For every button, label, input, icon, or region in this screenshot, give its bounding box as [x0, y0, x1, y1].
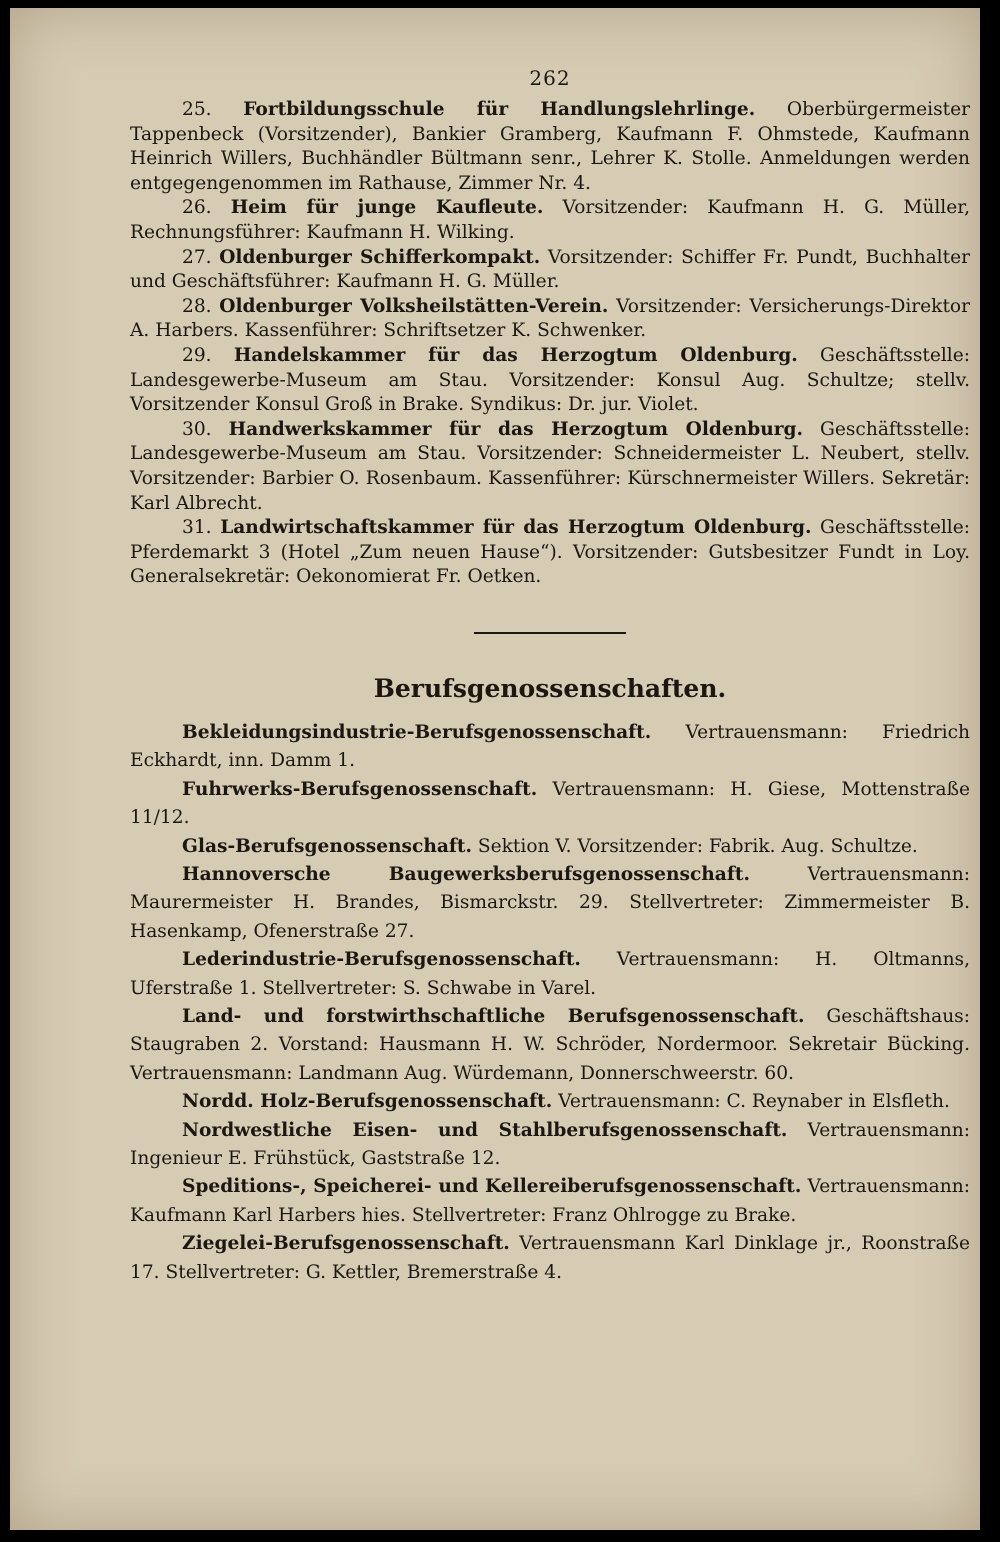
entry-27: [130, 246, 970, 295]
section-entry: [130, 1230, 970, 1287]
entry-28: [130, 295, 970, 344]
entry-title: Fortbildungsschule für Handlungslehrlinge.: [243, 99, 756, 120]
entry-title: Landwirtschaftskammer für das Herzogtum Oldenburg.: [220, 517, 812, 539]
section-title: Berufsgenossenschaften.: [373, 673, 727, 703]
section-entry: [130, 1003, 970, 1088]
entry-number: 25.: [182, 99, 212, 120]
entry-title: Handwerkskammer für das Herzogtum Oldenburg.: [228, 418, 804, 440]
entry-number: 31.: [182, 517, 212, 539]
entry-number: 28.: [182, 295, 212, 317]
entry-title: Fuhrwerks-Berufsgenossenschaft.: [182, 778, 538, 800]
entry-text: Vertrauensmann: Kaufmann Karl Harbers hies. Stellvertreter: Franz Ohlrogge zu Brake.: [130, 1176, 970, 1226]
entry-text: Vertrauensmann: H. Oltmanns, Uferstraße 1. Stellvertreter: S. Schwabe in Varel.: [130, 949, 970, 999]
entry-text: Geschäftsstelle: Landesgewerbe-Museum am Stau. Vorsitzender: Schneidermeister L. Neubert, stellv. Vorsitzender: Barbier O. Rosenbaum. Kassenführer: Kürschnermeister Willers. Sekretär: Karl Albrecht.: [130, 418, 970, 514]
entry-text: Vertrauensmann: Friedrich Eckhardt, inn. Damm 1.: [130, 721, 970, 772]
entry-25: [130, 98, 970, 196]
entry-29: [130, 344, 970, 418]
entry-number: 29.: [182, 344, 212, 366]
entry-text: Vertrauensmann: Maurermeister H. Brandes, Bismarckstr. 29. Stellvertreter: Zimmermeister B. Hasenkamp, Ofenerstraße 27.: [130, 863, 970, 942]
entry-title: Handelskammer für das Herzogtum Oldenburg.: [233, 344, 798, 366]
entry-30: [130, 418, 970, 516]
section-entry: [130, 1117, 970, 1174]
entry-title: Ziegelei-Berufsgenossenschaft.: [182, 1233, 510, 1255]
entry-title: Bekleidungsindustrie-Berufsgenossenschaft.: [182, 721, 652, 743]
entry-text: Vertrauensmann: H. Giese, Mottenstraße 11/12.: [130, 778, 970, 829]
entry-title: Lederindustrie-Berufsgenossenschaft.: [182, 949, 581, 971]
section-entry: [130, 776, 970, 833]
entry-number: 26.: [182, 197, 212, 219]
entry-title: Nordwestliche Eisen- und Stahlberufsgenossenschaft.: [182, 1119, 788, 1141]
entry-title: Oldenburger Schifferkompakt.: [219, 246, 541, 268]
entry-text: Geschäftsstelle: Pferdemarkt 3 (Hotel „Zum neuen Hause“). Vorsitzender: Gutsbesitzer Fundt in Loy. Generalsekretär: Oekonomierat Fr. Oetken.: [130, 517, 970, 588]
page-content: [130, 66, 970, 1287]
entry-title: Glas-Berufsgenossenschaft.: [182, 835, 472, 857]
section-entry: [130, 833, 970, 861]
section-entry: [130, 946, 970, 1003]
entry-31: [130, 516, 970, 590]
entry-text: Vorsitzender: Kaufmann H. G. Müller, Rechnungsführer: Kaufmann H. Wilking.: [130, 197, 970, 243]
section-entry: [130, 861, 970, 946]
entry-text: Vertrauensmann: C. Reynaber in Elsfleth.: [558, 1091, 950, 1113]
section-entry: [130, 1173, 970, 1230]
entry-text: Vertrauensmann: Ingenieur E. Frühstück, Gaststraße 12.: [130, 1119, 970, 1169]
entry-title: Hannoversche Baugewerksberufsgenossenschaft.: [182, 863, 750, 885]
entry-title: Oldenburger Volksheilstätten-Verein.: [219, 295, 609, 317]
entry-number: 30.: [182, 418, 212, 440]
entry-text: Vertrauensmann Karl Dinklage jr., Roonstraße 17. Stellvertreter: G. Kettler, Bremerstraße 4.: [130, 1233, 970, 1283]
section-divider: [474, 632, 626, 634]
entries-list: [130, 98, 970, 590]
entry-text: Vorsitzender: Versicherungs-Direktor A. Harbers. Kassenführer: Schriftsetzer K. Schwenker.: [130, 295, 971, 342]
entry-text: Geschäftsstelle: Landesgewerbe-Museum am Stau. Vorsitzender: Konsul Aug. Schultze; stellv. Vorsitzender Konsul Groß in Brake. Syndikus: Dr. jur. Violet.: [130, 344, 970, 416]
section-entry: [130, 719, 970, 776]
entry-26: [130, 196, 970, 245]
entry-title: Land- und forstwirthschaftliche Berufsgenossenschaft.: [182, 1005, 805, 1027]
entry-text: Vorsitzender: Schiffer Fr. Pundt, Buchhalter und Geschäftsführer: Kaufmann H. G. Müller.: [130, 246, 970, 293]
entry-text: Oberbürgermeister Tappenbeck (Vorsitzender), Bankier Gramberg, Kaufmann F. Ohmstede, Kaufmann Heinrich Willers, Buchhändler Bültmann senr., Lehrer K. Stolle. Anmeldungen werden entgegengenommen im Rathause, Zimmer Nr. 4.: [130, 99, 970, 194]
entry-title: Nordd. Holz-Berufsgenossenschaft.: [182, 1091, 553, 1113]
entry-text: Geschäftshaus: Staugraben 2. Vorstand: Hausmann H. W. Schröder, Nordermoor. Sekretair Bücking. Vertrauensmann: Landmann Aug. Würdemann, Donnerschweerstr. 60.: [130, 1005, 970, 1084]
section-entry: [130, 1088, 970, 1116]
entry-number: 27.: [182, 246, 212, 268]
entry-title: Heim für junge Kaufleute.: [230, 197, 544, 219]
entry-text: Sektion V. Vorsitzender: Fabrik. Aug. Schultze.: [477, 835, 918, 857]
entry-title: Speditions-, Speicherei- und Kellereiberufsgenossenschaft.: [182, 1176, 802, 1198]
berufsgenossenschaften-section: [130, 674, 970, 1287]
scanned-page: [10, 8, 980, 1530]
page-number: 262: [529, 66, 571, 90]
